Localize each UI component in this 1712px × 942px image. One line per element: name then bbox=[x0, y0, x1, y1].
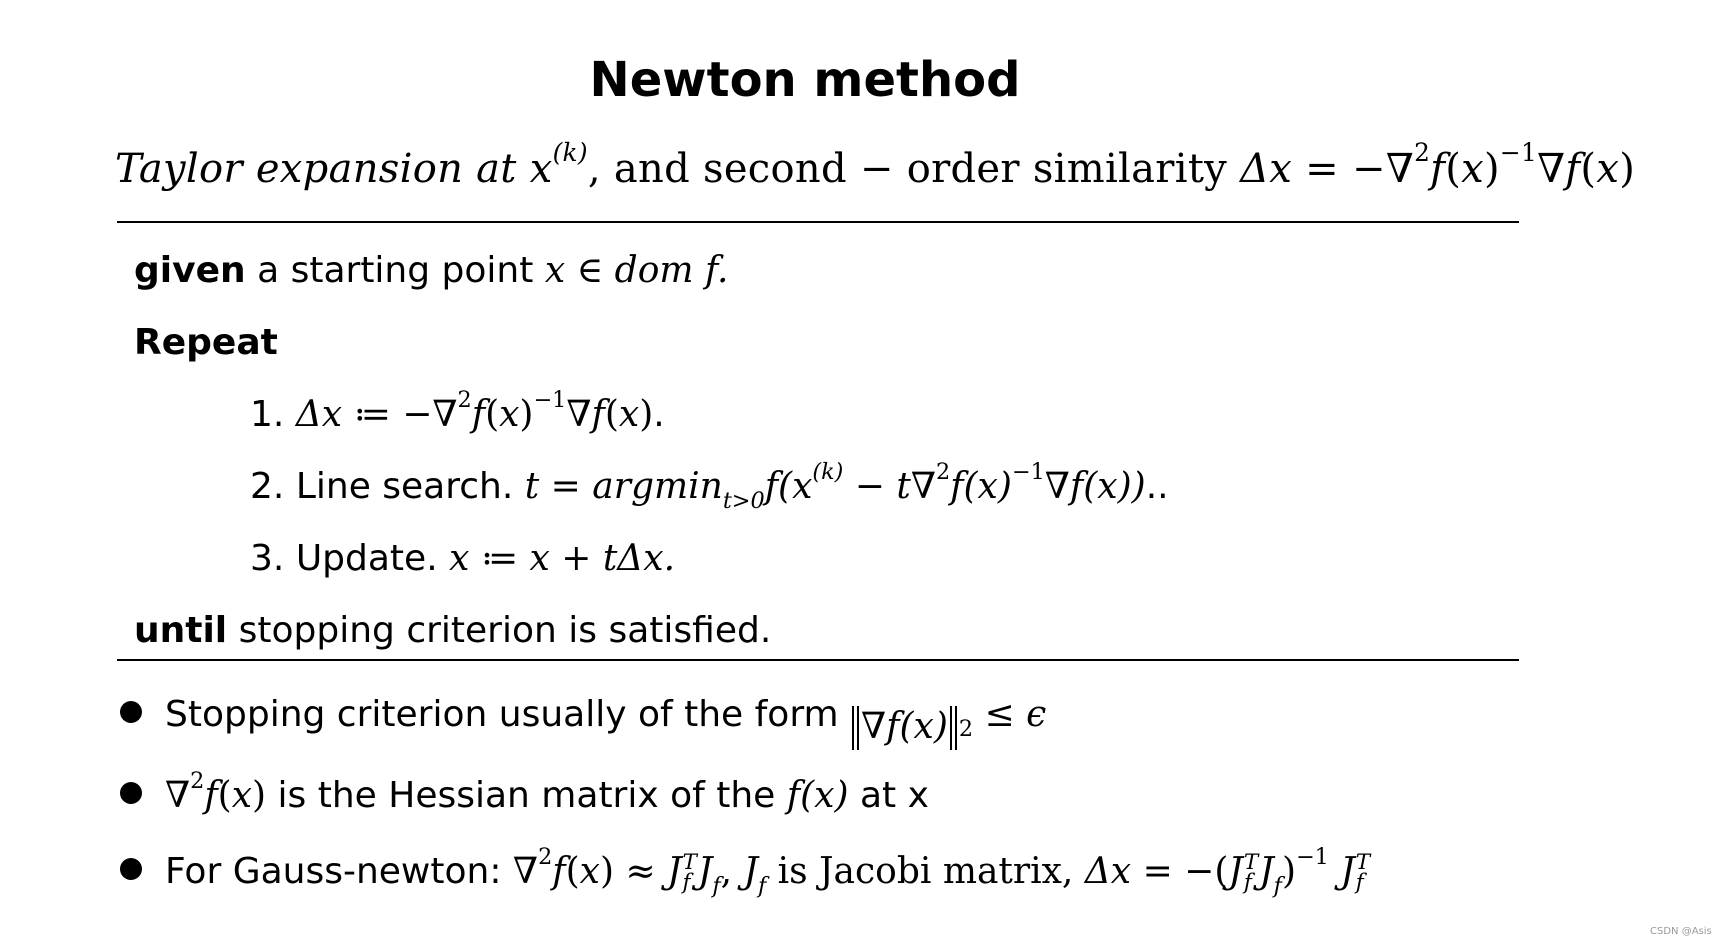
bullet-2-suffix: at x bbox=[859, 775, 929, 816]
step-3-math: x ≔ x + tΔx. bbox=[449, 538, 676, 579]
bullet-gauss-newton: For Gauss-newton: ∇$^2$f(x) ≈ J T f $J_f$, $J_f$ is Jacobi matrix, Δx = −(J T f $J_f)^{-1}$ J T f bbox=[165, 844, 1371, 900]
page-title: Newton method bbox=[589, 52, 1021, 108]
until-line bbox=[134, 610, 771, 651]
step-3-label: 3. bbox=[250, 538, 285, 579]
bullet-hessian: ∇$^2$f(x) is the Hessian matrix of the f(x) at x bbox=[165, 768, 929, 816]
bullet-dot-icon bbox=[120, 858, 142, 880]
bullet-2-text: is the Hessian matrix of the bbox=[277, 775, 776, 816]
norm-symbol: ∇f(x) bbox=[852, 706, 957, 750]
step-2-text: Line search. bbox=[295, 466, 514, 507]
until-keyword: until bbox=[134, 610, 228, 651]
given-keyword: given bbox=[134, 250, 246, 291]
step-2: 2. Line search. $t = argmin_{t>0}f(x^{(k)} - t\nabla^2f(x)^{-1}\nabla f(x))$.. bbox=[250, 459, 1169, 515]
step-1-label: 1. bbox=[250, 394, 285, 435]
step-2-label: 2. bbox=[250, 466, 285, 507]
step-3 bbox=[250, 538, 675, 579]
bullet-1-text: Stopping criterion usually of the form bbox=[165, 694, 839, 735]
step-3-text: Update. bbox=[295, 538, 438, 579]
bullet-dot-icon bbox=[120, 701, 142, 723]
bullet-dot-icon bbox=[120, 782, 142, 804]
bullet-3-text: For Gauss-newton: bbox=[165, 851, 502, 892]
step-1: 1. Δx ≔ $-\nabla^2f(x)^{-1}\nabla f(x)$. bbox=[250, 387, 665, 435]
taylor-expansion-header: Taylor expansion at $x^{(k)}$, and second − order similarity $\Delta x = -\nabla^2f(x)^{-1}\nabla f(x)$ bbox=[115, 137, 1636, 192]
bullet-2-math: f(x) bbox=[786, 775, 849, 816]
top-divider bbox=[117, 221, 1519, 223]
given-line bbox=[134, 250, 728, 291]
bottom-divider bbox=[117, 659, 1519, 661]
watermark: CSDN @Asis bbox=[1650, 926, 1712, 937]
given-math: x ∈ dom f. bbox=[544, 250, 729, 291]
until-text: stopping criterion is satisfied. bbox=[238, 610, 772, 651]
repeat-keyword: Repeat bbox=[134, 322, 278, 363]
given-text: a starting point bbox=[257, 250, 534, 291]
bullet-stopping-criterion: Stopping criterion usually of the form ∇f(x) $_2$ ≤ ϵ bbox=[165, 694, 1046, 750]
